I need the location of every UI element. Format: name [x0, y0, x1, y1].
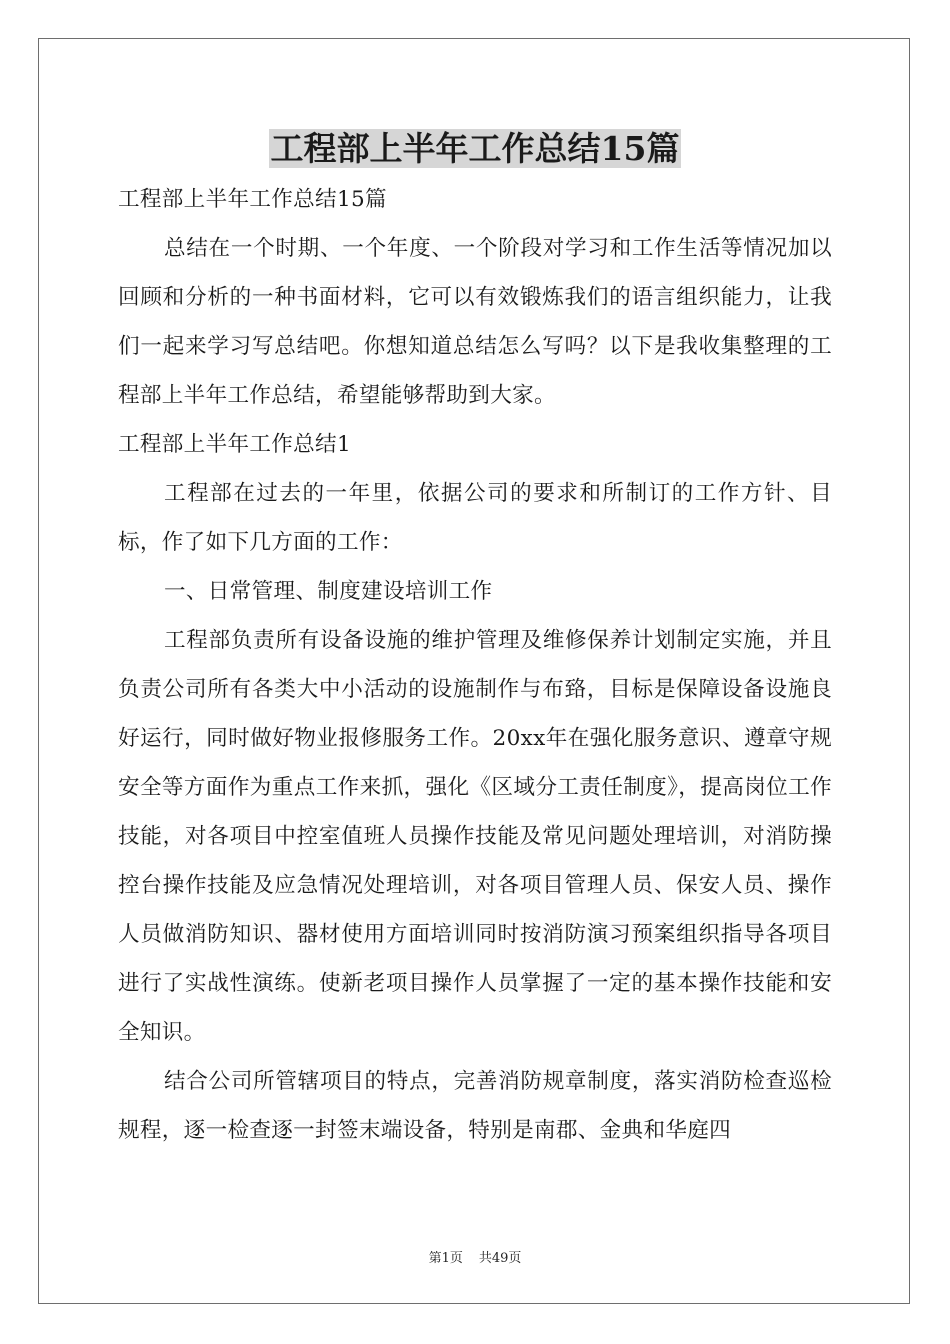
page-number: 第1页 [428, 1251, 463, 1266]
section-heading: 工程部上半年工作总结1 [118, 432, 351, 457]
subsection-heading: 一、日常管理、制度建设培训工作 [164, 579, 493, 604]
page-footer [0, 1250, 950, 1268]
page-total: 共49页 [478, 1251, 522, 1266]
body-paragraph: 工程部在过去的一年里，依据公司的要求和所制订的工作方针、目标，作了如下几方面的工作： [118, 481, 832, 555]
document-body [118, 175, 832, 1155]
subtitle-paragraph: 工程部上半年工作总结15篇 [118, 187, 387, 212]
intro-paragraph: 总结在一个时期、一个年度、一个阶段对学习和工作生活等情况加以回顾和分析的一种书面材料，它可以有效锻炼我们的语言组织能力，让我们一起来学习写总结吧。你想知道总结怎么写吗？以下是我收集整理的工程部上半年工作总结，希望能够帮助到大家。 [118, 236, 832, 408]
body-paragraph: 结合公司所管辖项目的特点，完善消防规章制度，落实消防检查巡检规程，逐一检查逐一封签末端设备，特别是南郡、金典和华庭四 [118, 1069, 832, 1143]
document-title [0, 126, 950, 172]
body-paragraph: 工程部负责所有设备设施的维护管理及维修保养计划制定实施，并且负责公司所有各类大中小活动的设施制作与布臵，目标是保障设备设施良好运行，同时做好物业报修服务工作。20xx年在强化服务意识、遵章守规安全等方面作为重点工作来抓，强化《区域分工责任制度》，提高岗位工作技能，对各项目中控室值班人员操作技能及常见问题处理培训，对消防操控台操作技能及应急情况处理培训，对各项目管理人员、保安人员、操作人员做消防知识、器材使用方面培训同时按消防演习预案组织指导各项目进行了实战性演练。使新老项目操作人员掌握了一定的基本操作技能和安全知识。 [118, 628, 832, 1045]
document-title-text: 工程部上半年工作总结15篇 [270, 129, 680, 168]
